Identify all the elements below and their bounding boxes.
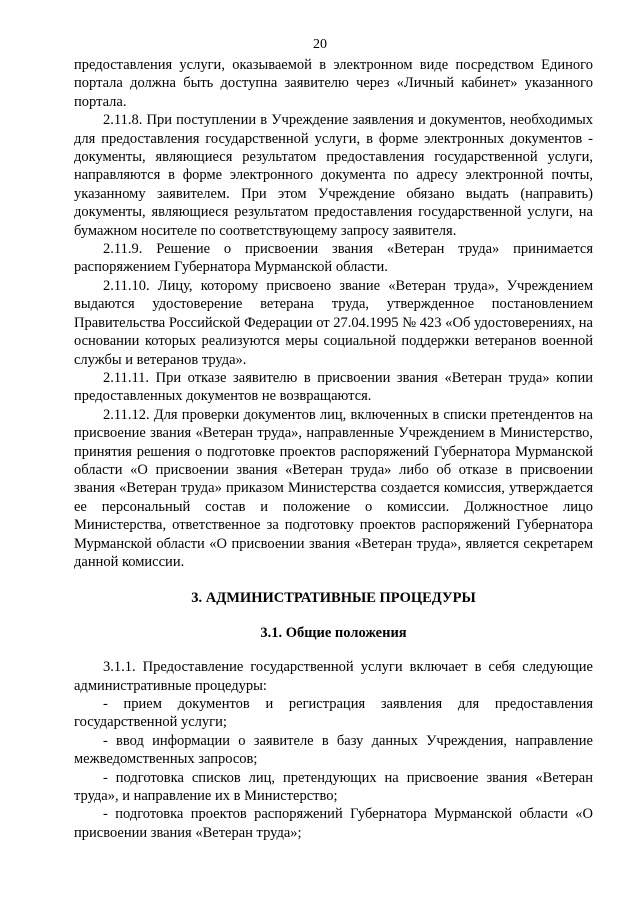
section-heading: 3. АДМИНИСТРАТИВНЫЕ ПРОЦЕДУРЫ bbox=[191, 590, 476, 607]
paragraph-3-1-1: 3.1.1. Предоставление государственной услуги включает в себя следующие административные процедуры: bbox=[74, 659, 593, 694]
paragraph-2-11-8: 2.11.8. При поступлении в Учреждение заявления и документов, необходимых для предоставления государственной услуги, в форме электронных документов - документы, являющиеся результатом предоставления государственной услуги, направляются в форме электронного документа по адресу электронной почты, указанному заявителем. При этом Учреждение обязано выдать (направить) документы, являющиеся результатом предоставления государственной услуги, на бумажном носителе по соответствующему запросу заявителя. bbox=[74, 112, 593, 239]
document-body bbox=[74, 56, 593, 842]
paragraph-continuation: предоставления услуги, оказываемой в электронном виде посредством Единого портала должна быть доступна заявителю через «Личный кабинет» указанного портала. bbox=[74, 57, 593, 110]
paragraph-2-11-12: 2.11.12. Для проверки документов лиц, включенных в списки претендентов на присвоение звания «Ветеран труда», направленные Учреждением в Министерство, принятия решения о подготовке проектов распоряжений Губернатора Мурманской области «О присвоении звания «Ветеран труда» либо об отказе в присвоении звания «Ветеран труда» приказом Министерства создается комиссия, утверждается ее персональный состав и положение о комиссии. Должностное лицо Министерства, ответственное за подготовку проектов распоряжений Губернатора Мурманской области «О присвоении звания «Ветеран труда», является секретарем данной комиссии. bbox=[74, 406, 593, 570]
list-item: - подготовка проектов распоряжений Губернатора Мурманской области «О присвоении звания «Ветеран труда»; bbox=[74, 806, 593, 841]
list-item: - ввод информации о заявителе в базу данных Учреждения, направление межведомственных запросов; bbox=[74, 732, 593, 768]
paragraph-2-11-9: 2.11.9. Решение о присвоении звания «Ветеран труда» принимается распоряжением Губернатора Мурманской области. bbox=[74, 241, 593, 276]
paragraph-2-11-10: 2.11.10. Лицу, которому присвоено звание «Ветеран труда», Учреждением выдаются удостоверение ветерана труда, утвержденное постановлением Правительства Российской Федерации от 27.04.1995 № 423 «Об удостоверениях, на основании которых реализуются меры социальной поддержки ветеранов военной службы и ветеранов труда». bbox=[74, 277, 593, 368]
paragraph-2-11-11: 2.11.11. При отказе заявителю в присвоении звания «Ветеран труда» копии предоставленных документов не возвращаются. bbox=[74, 369, 593, 405]
page-number: 20 bbox=[313, 37, 327, 52]
list-item: - прием документов и регистрация заявления для предоставления государственной услуги; bbox=[74, 696, 593, 731]
subsection-heading: 3.1. Общие положения bbox=[260, 624, 407, 641]
list-item: - подготовка списков лиц, претендующих на присвоение звания «Ветеран труда», и направление их в Министерство; bbox=[74, 769, 593, 805]
